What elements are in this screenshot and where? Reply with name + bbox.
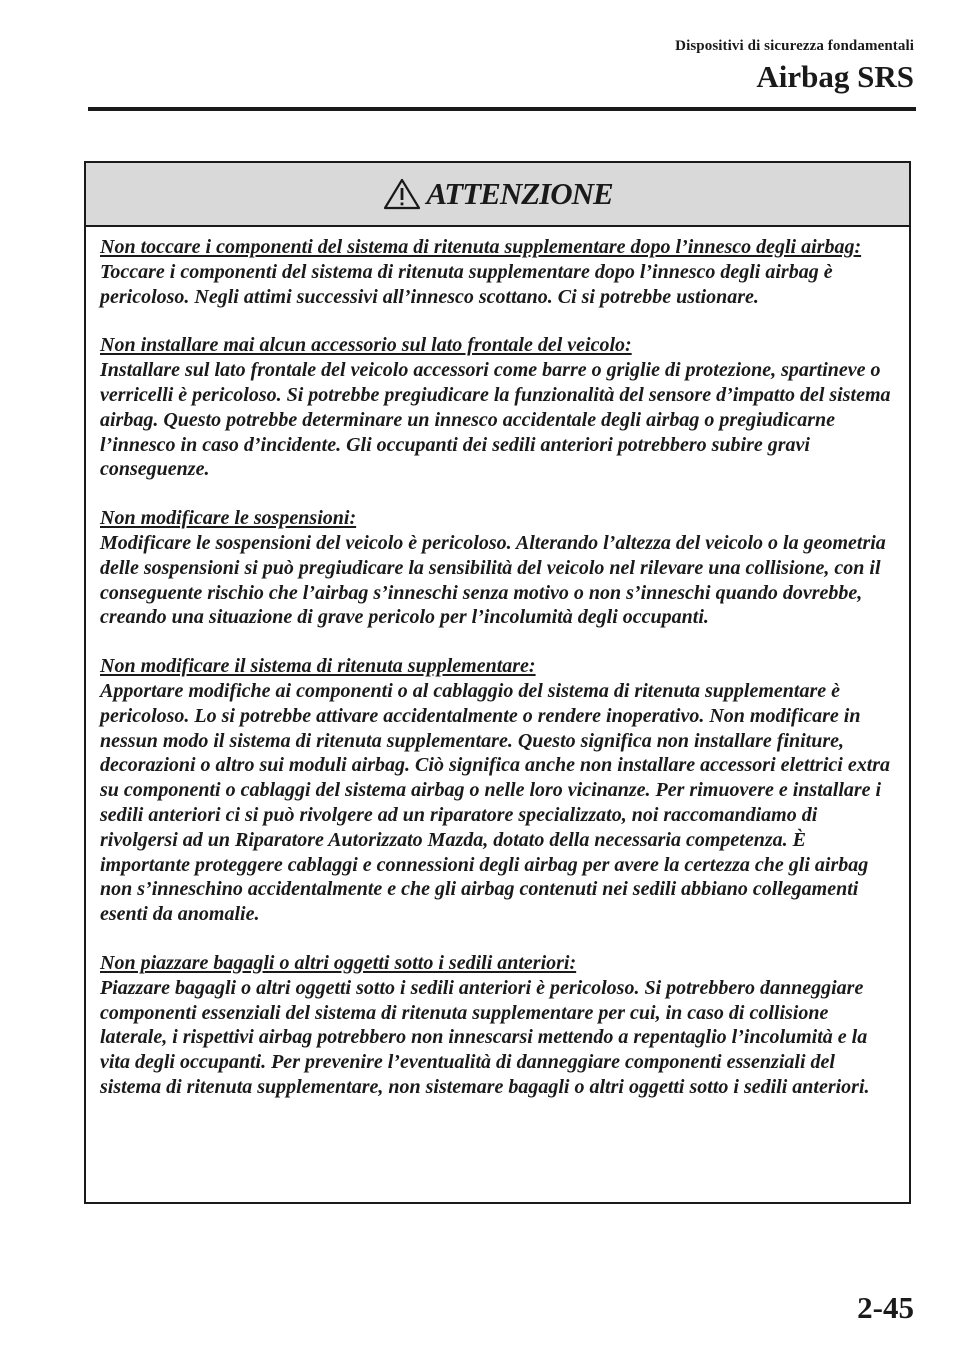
warning-triangle-icon: [382, 177, 422, 211]
warning-paragraph: [100, 333, 899, 482]
paragraph-text: Toccare i componenti del sistema di ritenuta supplementare dopo l’innesco degli airbag è pericoloso. Negli attimi successivi all’innesco scottano. Ci si potrebbe ustionare.: [100, 260, 833, 308]
section-label: Dispositivi di sicurezza fondamentali: [675, 38, 914, 54]
paragraph-heading: Non toccare i componenti del sistema di ritenuta supplementare dopo l’innesco degli airbag:: [100, 236, 862, 258]
paragraph-text: Piazzare bagagli o altri oggetti sotto i sedili anteriori è pericoloso. Si potrebbero danneggiare componenti essenziali del sistema di ritenuta supplementare per cui, in caso di collisione laterale, i rispettivi airbag potrebbero non innescarsi mettendo a repentaglio l’incolumità e la vita degli occupanti. Per prevenire l’eventualità di danneggiare componenti essenziali del sistema di ritenuta supplementare, non sistemare bagagli o altri oggetti sotto i sedili anteriori.: [100, 976, 870, 1098]
warning-title: ATTENZIONE: [426, 176, 613, 211]
warning-paragraph: [100, 506, 899, 630]
header-divider: [88, 107, 916, 111]
paragraph-text: Apportare modifiche ai componenti o al cablaggio del sistema di ritenuta supplementare è pericoloso. Lo si potrebbe attivare accidentalmente o rendere inoperativo. Non modificare in nessun modo il sistema di ritenuta supplementare. Questo significa non installare finiture, decorazioni o altro sui moduli airbag. Ciò significa anche non installare accessori elettrici extra su componenti o cablaggi del sistema airbag o nelle loro vicinanze. Per rimuovere e installare i sedili anteriori ci si può rivolgere ad un riparatore specializzato, noi raccomandiamo di rivolgersi ad un Riparatore Autorizzato Mazda, dotato della necessaria competenza. È importante proteggere cablaggi e connessioni degli airbag per avere la certezza che gli airbag non s’inneschino accidentalmente e che gli airbag contenuti nei sedili abbiano collegamenti esenti da anomalie.: [100, 679, 891, 926]
paragraph-heading: Non installare mai alcun accessorio sul lato frontale del veicolo:: [100, 334, 632, 357]
paragraph-heading: Non modificare il sistema di ritenuta supplementare:: [100, 655, 536, 678]
paragraph-heading: Non piazzare bagagli o altri oggetti sotto i sedili anteriori:: [100, 951, 577, 974]
warning-body: [86, 227, 909, 1100]
warning-paragraph: [100, 235, 899, 309]
page-header: [675, 38, 914, 92]
warning-paragraph: [100, 654, 899, 927]
paragraph-text: Modificare le sospensioni del veicolo è pericoloso. Alterando l’altezza del veicolo o la geometria delle sospensioni si può pregiudicare la sensibilità del veicolo nel rilevare una collisione, con il conseguente rischio che l’airbag s’inneschi senza motivo o non s’inneschi quando dovrebbe, creando una situazione di grave pericolo per l’incolumità degli occupanti.: [100, 531, 886, 629]
paragraph-text: Installare sul lato frontale del veicolo accessori come barre o griglie di protezione, spartineve o verricelli è pericoloso. Si potrebbe pregiudicare la funzionalità del sensore d’impatto del sistema airbag. Questo potrebbe determinare un innesco accidentale degli airbag o pregiudicarne l’innesco in caso d’incidente. Gli occupanti dei sedili anteriori potrebbero subire gravi conseguenze.: [100, 359, 891, 481]
page-title: Airbag SRS: [756, 59, 914, 94]
page-number: 2-45: [857, 1290, 914, 1325]
paragraph-heading: Non modificare le sospensioni:: [100, 507, 357, 530]
warning-header: [86, 163, 909, 227]
warning-box: [84, 161, 911, 1204]
warning-paragraph: [100, 951, 899, 1100]
